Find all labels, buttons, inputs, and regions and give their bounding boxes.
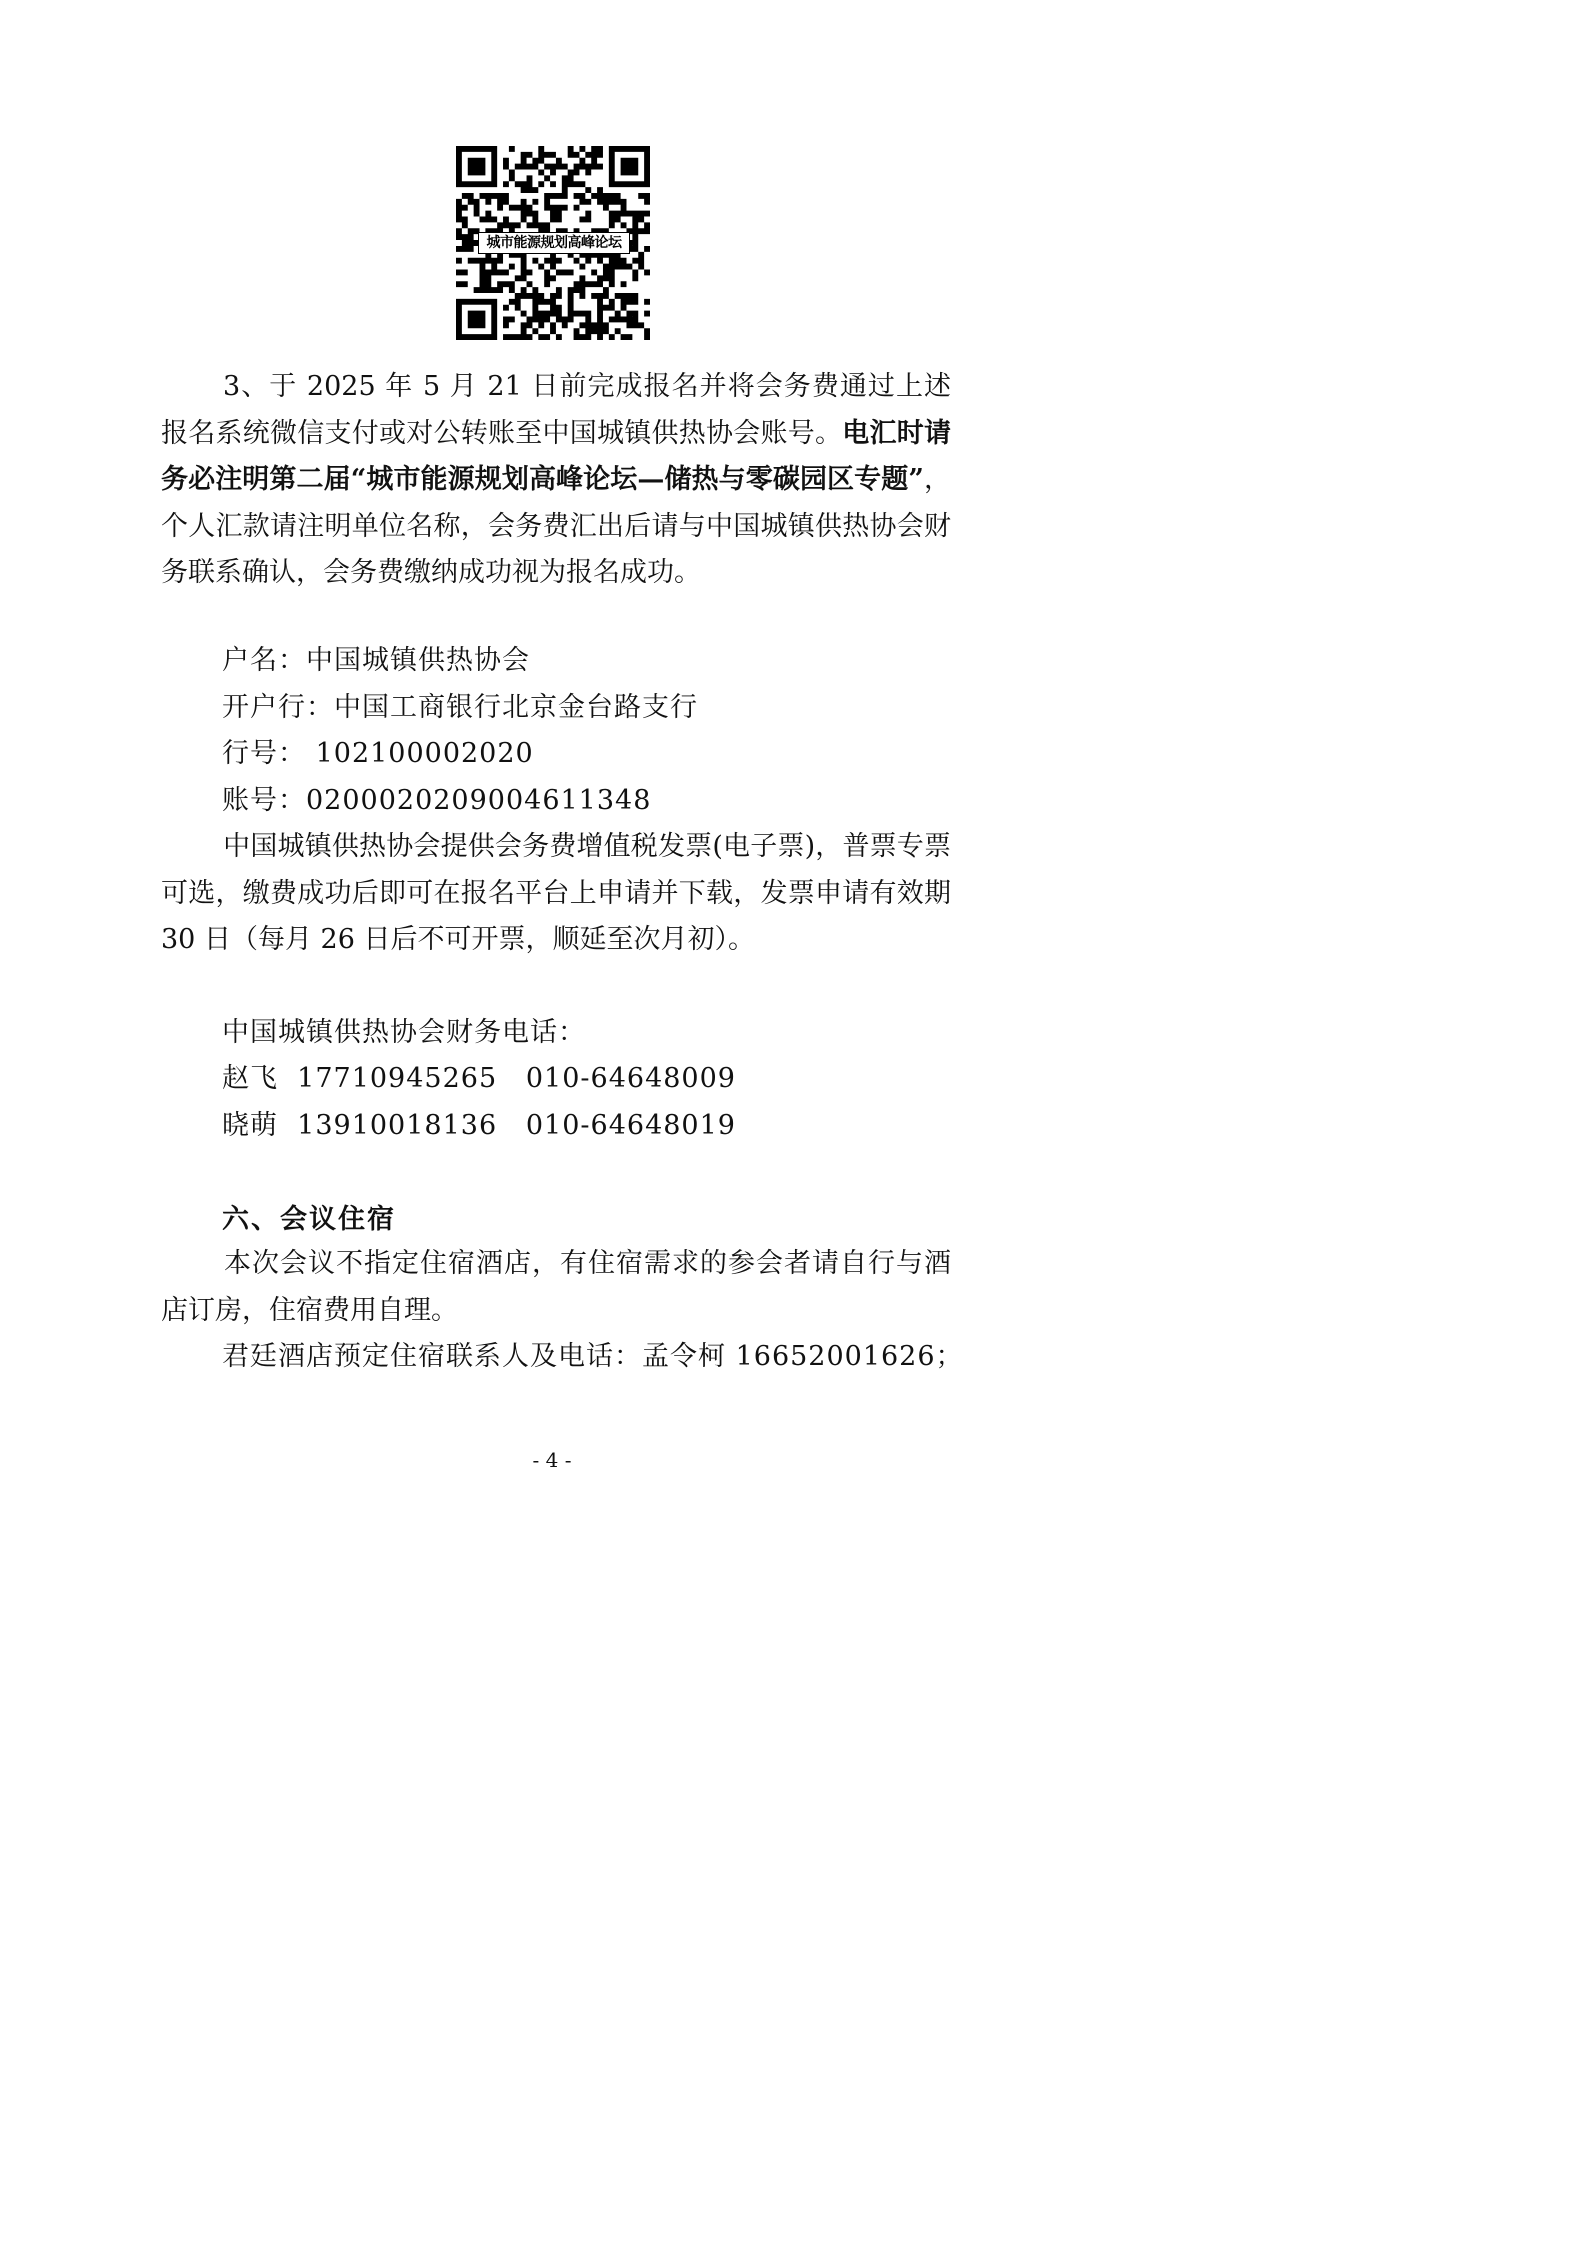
finance-contact-1: 赵飞 17710945265 010-64648009 [222,1063,736,1094]
bank-code: 行号： 102100002020 [222,738,534,769]
section-6-heading: 六、会议住宿 [222,1204,396,1235]
accommodation-paragraph [161,1241,951,1334]
invoice-paragraph [161,824,951,964]
hotel-contact: 君廷酒店预定住宿联系人及电话：孟令柯 16652001626； [222,1341,964,1372]
payment-text: 3、于 2025 年 5 月 21 日前完成报名并将会务费通过上述报名系统微信支付或对公转账至中国城镇供热协会账号。 [161,371,951,449]
finance-contact-2: 晓萌 13910018136 010-64648019 [222,1110,736,1141]
account-name: 户名：中国城镇供热协会 [222,645,530,676]
qr-caption: 城市能源规划高峰论坛 [478,232,630,254]
payment-remark-bold: 电汇时请务必注明第二届“城市能源规划高峰论坛—储热与零碳园区专题” [161,417,951,495]
payment-paragraph [161,364,951,597]
payment-text-tail: ，个人汇款请注明单位名称，会务费汇出后请与中国城镇供热协会财务联系确认，会务费缴纳成功视为报名成功。 [161,464,952,588]
account-number: 账号：0200020209004611348 [222,785,652,816]
invoice-text: 中国城镇供热协会提供会务费增值税发票(电子票)，普票专票可选，缴费成功后即可在报名平台上申请并下载，发票申请有效期 30 日（每月 26 日后不可开票，顺延至次月初）。 [161,831,951,955]
accommodation-text: 本次会议不指定住宿酒店，有住宿需求的参会者请自行与酒店订房，住宿费用自理。 [161,1248,951,1326]
bank-name: 开户行：中国工商银行北京金台路支行 [222,692,698,723]
qr-code [456,146,650,340]
page-number: - 4 - [532,1448,572,1472]
finance-phone-title: 中国城镇供热协会财务电话： [222,1017,586,1048]
